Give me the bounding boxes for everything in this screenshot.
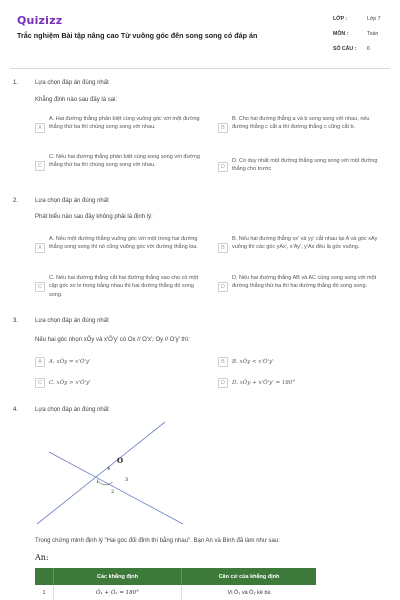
meta-grade <box>333 16 388 22</box>
solution-label: An: <box>35 553 49 562</box>
question-number: 2. <box>13 198 19 204</box>
option-text: D. Có duy nhất một đường thẳng song song với một đường thẳng cho trước. <box>232 158 378 173</box>
table-header <box>35 568 316 585</box>
angle-arc <box>99 481 113 485</box>
option-marker: A <box>35 243 45 253</box>
meta-value: Toán <box>367 31 379 37</box>
option-text: A. Nếu một đường thẳng vuông góc với một trong hai đường thẳng song song thì nó cũng vuông góc với đường thẳng kia. <box>49 236 198 251</box>
meta-value: Lớp 7 <box>367 16 381 22</box>
option-text: C. Nếu hai đường thẳng cắt hai đường thẳng sao cho có một cặp góc so le trong bằng nhau thì hai đường thẳng đó song song. <box>49 275 199 298</box>
question-prompt: Trong chứng minh định lý "Hai góc đối đỉnh thì bằng nhau". Bạn An và Bình đã làm như sau: <box>35 538 280 544</box>
vertical-angles-figure <box>35 420 185 537</box>
question-prompt: Khẳng định nào sau đây là sai: <box>35 97 118 103</box>
question-prompt: Phát biểu nào sau đây không phải là định lý: <box>35 214 153 220</box>
proof-table <box>35 568 316 600</box>
option-text: B. Nếu hai đường thẳng xx' và yy' cắt nhau tại A và góc xAy vuông thì các góc yAx', x'Ay', y'Ax đều là góc vuông. <box>232 236 378 251</box>
question-instruction: Lựa chọn đáp án đúng nhất <box>35 198 109 204</box>
question-instruction: Lựa chọn đáp án đúng nhất <box>35 407 109 413</box>
question-prompt: Nếu hai góc nhọn xÔy và x'Ô'y' có Ox // O'x'; Oy // O'y' thì: <box>35 337 190 343</box>
option-marker: C <box>35 378 45 388</box>
option-marker: A <box>35 123 45 133</box>
claim-cell: Ô₁ + Ô₂ = 180° <box>53 585 181 600</box>
reason-cell: Vì Ô₁ và Ô₂ kề bù <box>181 585 316 600</box>
option-text: B. xÔy < x'Ô'y' <box>232 359 274 365</box>
option-marker: C <box>35 161 45 171</box>
line-2 <box>49 452 183 524</box>
angle-label: 2 <box>111 489 115 495</box>
point-label: O <box>117 456 124 465</box>
angle-label: 4 <box>107 466 111 472</box>
option-text: C. Nếu hai đường thẳng phân biệt cùng song song với đường thẳng thứ ba thì chúng song song với nhau. <box>49 154 200 169</box>
option-text: A. Hai đường thẳng phân biệt cùng vuông góc với một đường thẳng thứ ba thì chúng song song với nhau. <box>49 116 200 131</box>
meta-label: MÔN : <box>333 31 349 37</box>
row-number: 1 <box>42 590 46 596</box>
header-cell: Căn cứ của khẳng định <box>181 568 316 585</box>
quizizz-logo: Quizizz <box>17 14 63 27</box>
line-1 <box>37 422 165 524</box>
meta-count <box>333 46 388 52</box>
question-number: 3. <box>13 318 19 324</box>
option-marker: D <box>218 162 228 172</box>
question-number: 1. <box>13 80 19 86</box>
meta-label: SỐ CÂU : <box>333 46 357 52</box>
header <box>0 0 400 64</box>
table-row <box>35 585 316 600</box>
meta-label: LỚP : <box>333 16 348 22</box>
option-text: A. xÔy = x'Ô'y' <box>49 359 91 365</box>
option-text: C. xÔy > x'Ô'y' <box>49 380 91 386</box>
option-text: B. Cho hai đường thẳng a và b song song với nhau, nếu đường thẳng c cắt a thì đường thẳng c cũng cắt b. <box>232 116 370 131</box>
option-marker: C <box>35 282 45 292</box>
header-cell: Các khẳng định <box>53 568 181 585</box>
question-instruction: Lựa chọn đáp án đúng nhất <box>35 318 109 324</box>
option-marker: D <box>218 282 228 292</box>
page-title: Trắc nghiệm Bài tập nâng cao Từ vuông góc đến song song có đáp án <box>17 31 258 40</box>
question-number: 4. <box>13 407 19 413</box>
option-marker: B <box>218 243 228 253</box>
option-marker: B <box>218 357 228 367</box>
figure-svg <box>35 420 185 535</box>
angle-label: 1 <box>96 479 100 485</box>
option-text: D. Nếu hai đường thẳng AB và AC cùng song song với một đường thẳng thứ ba thì hai đường thẳng đó song song. <box>232 275 377 290</box>
meta-subject <box>333 31 388 37</box>
angle-label: 3 <box>125 477 129 483</box>
question-instruction: Lựa chọn đáp án đúng nhất <box>35 80 109 86</box>
option-text: D. xÔy + x'Ô'y' = 180° <box>232 380 296 386</box>
option-marker: D <box>218 378 228 388</box>
header-divider <box>10 68 390 69</box>
option-marker: B <box>218 123 228 133</box>
option-marker: A <box>35 357 45 367</box>
meta-value: 6 <box>367 46 370 52</box>
